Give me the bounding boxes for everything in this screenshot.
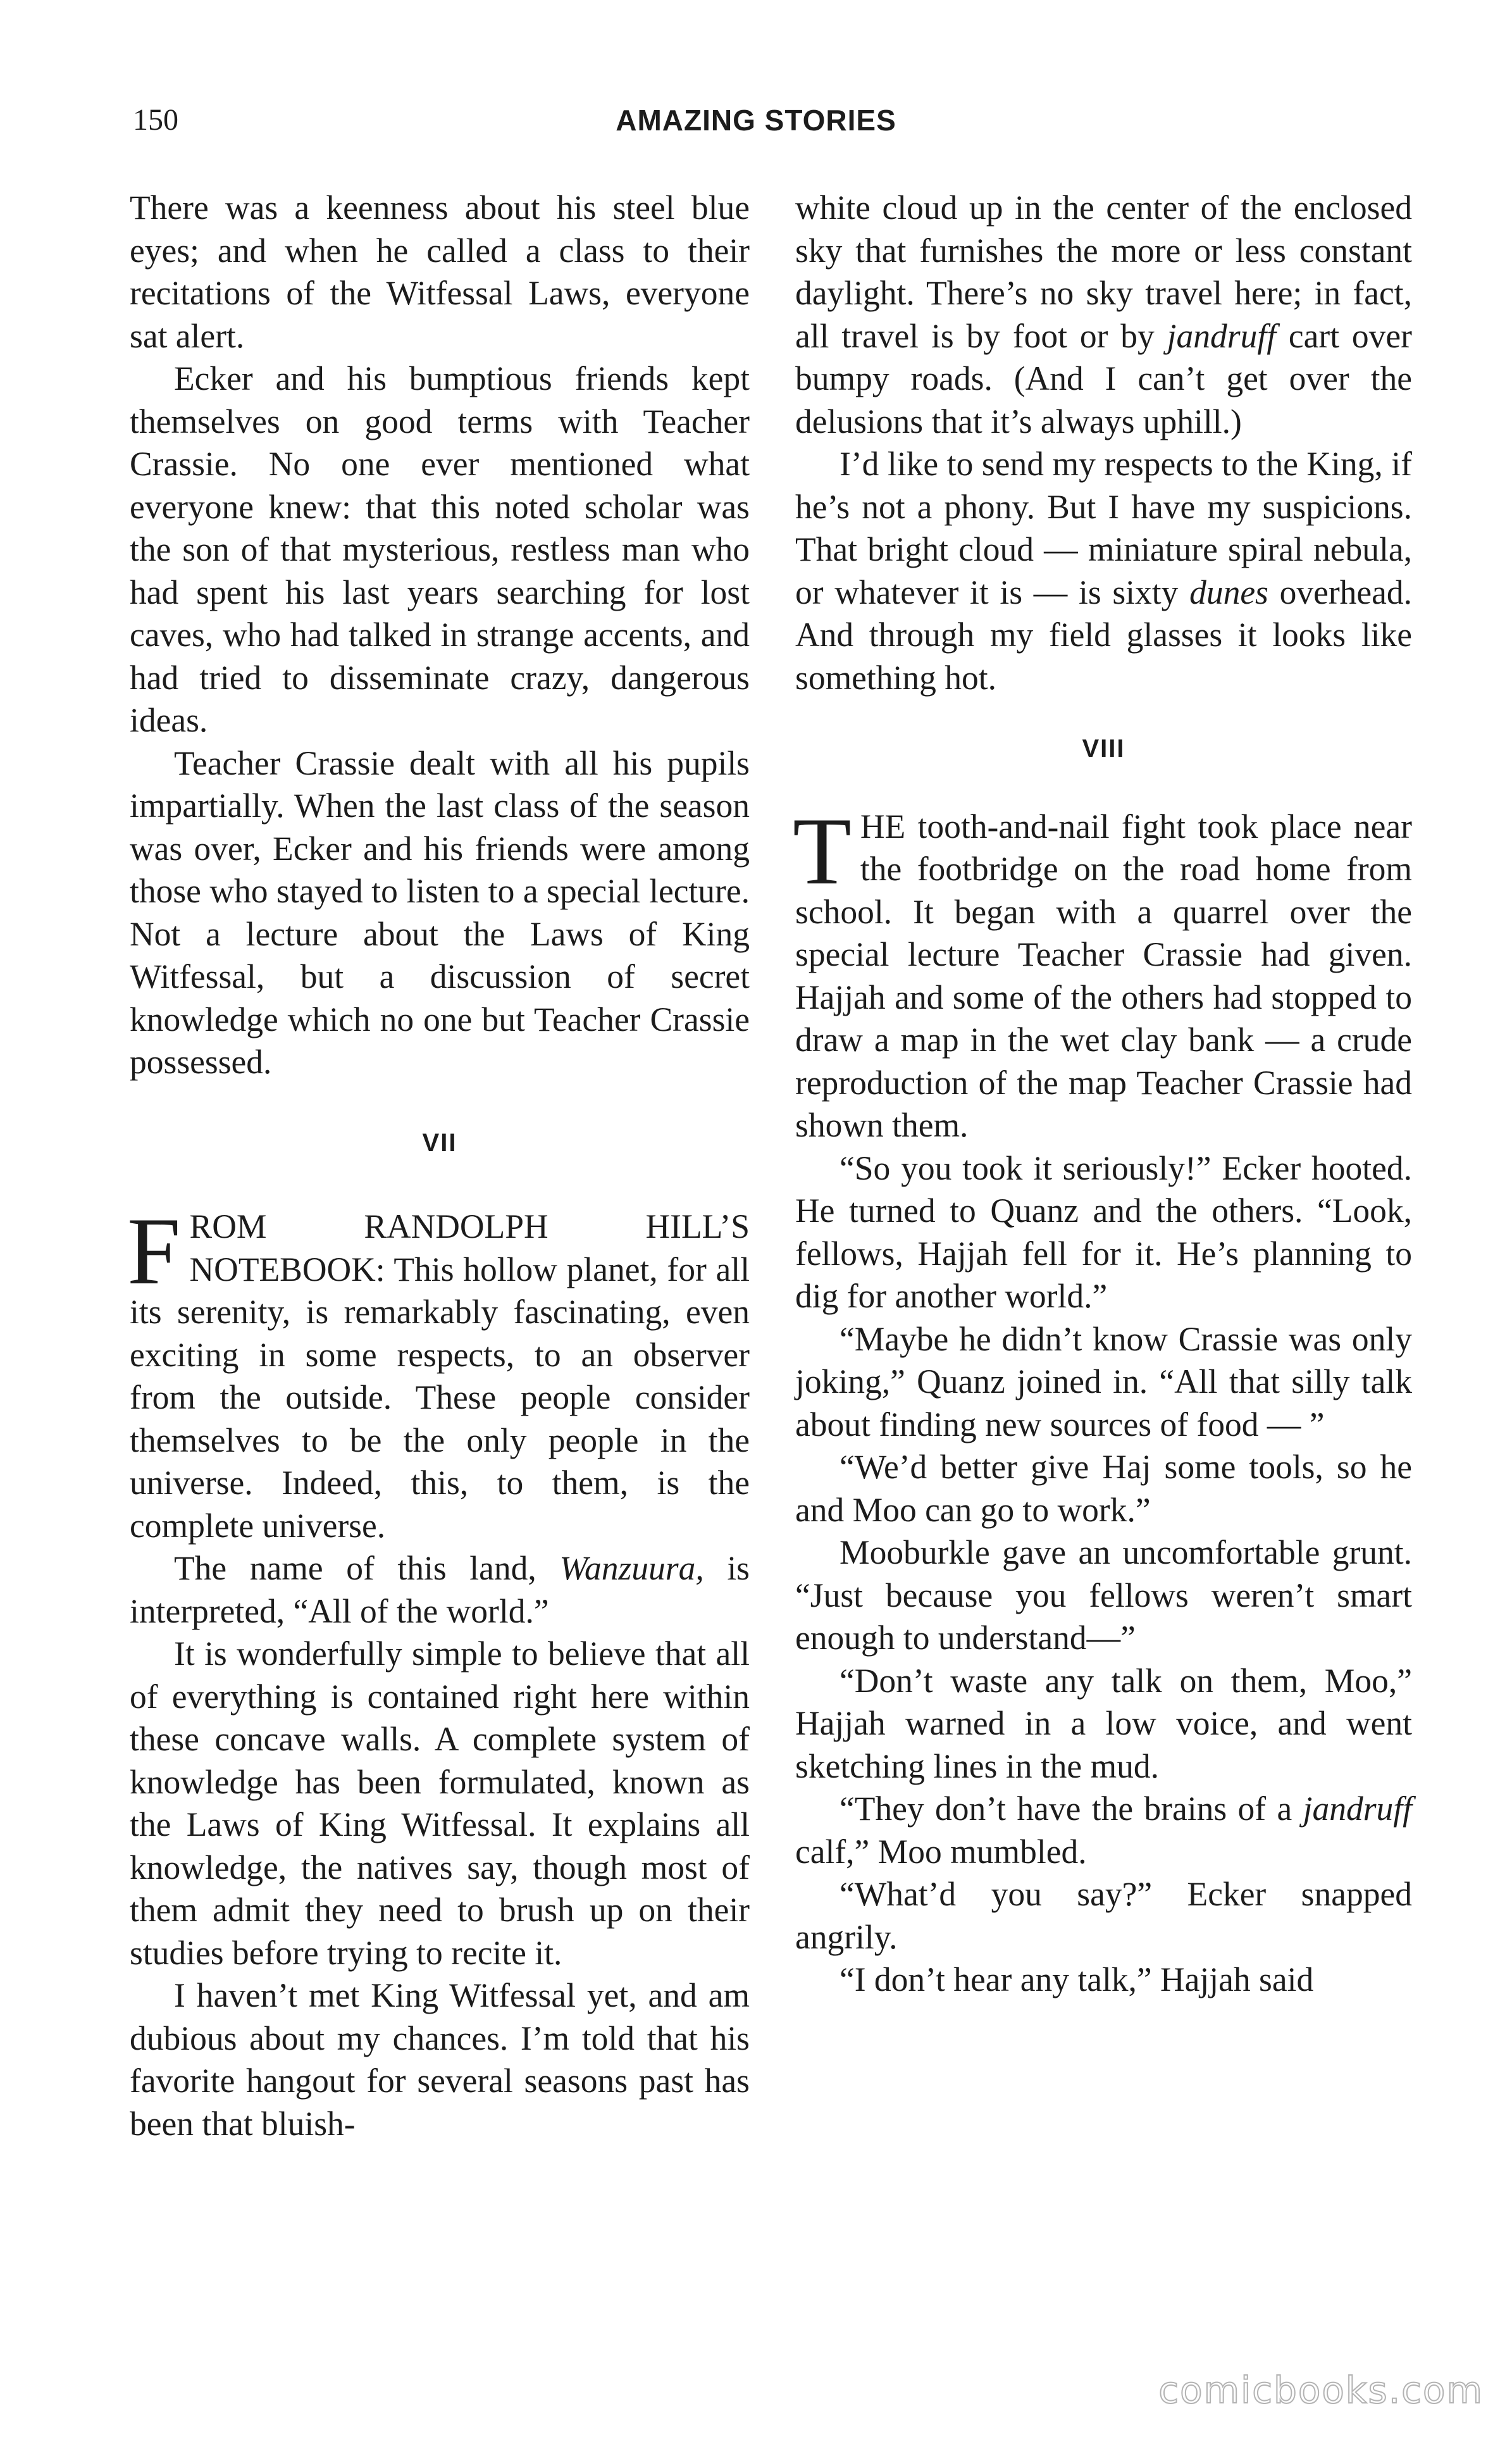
paragraph: I haven’t met King Witfessal yet, and am dubious about my chances. I’m told that his favorite hangout for several seasons past has been that bluish- [130,1976,750,2143]
paragraph: “What’d you say?” Ecker snapped angrily. [795,1875,1412,1956]
paragraph [795,1788,1412,1873]
paragraph: “Don’t waste any talk on them, Moo,” Hajjah warned in a low voice, and went sketching lines in the mud. [795,1661,1412,1785]
paragraph: “I don’t hear any talk,” Hajjah said [840,1960,1314,1998]
paragraph-text: ROM RANDOLPH HILL’S NOTEBOOK: This hollow planet, for all its serenity, is remarkably fascinating, even exciting in some respects, to an observer from the outside. These people consider themselves to be the only people in the universe. Indeed, this, to them, is the complete universe. [130,1207,750,1545]
paragraph [130,1547,750,1633]
paragraph-with-drop-cap [127,1198,750,1547]
drop-cap: F [127,1198,181,1304]
paragraph: “Maybe he didn’t know Crassie was only joking,” Quanz joined in. “All that silly talk about finding new sources of food — ” [795,1319,1412,1443]
italic-term: dunes [1189,573,1268,611]
section-heading-viii: VIII [1082,735,1125,763]
section-spacer [795,771,1412,806]
watermark: comicbooks.com [1158,2369,1484,2412]
section-spacer [130,1164,750,1206]
paragraph-text: overhead. And through my field glasses it looks like something hot. [795,573,1413,697]
paragraph-text: “They don’t have the brains of a [840,1790,1303,1828]
paragraph-text: white cloud up in the center of the enclosed sky that furnishes the more or less constant daylight. There’s no sky travel here; in fact, all travel is by foot or by [795,189,1412,355]
paragraph-text: The name of this land, [174,1549,560,1587]
section-spacer [130,1084,750,1122]
paragraph-text: HE tooth-and-nail fight took place near the footbridge on the road home from school. It began with a quarrel over the special lecture Teacher Crassie had given. Hajjah and some of the others had stopped to draw a map in the wet clay bank — a crude reproduction of the map Teacher Crassie had shown them. [795,807,1412,1144]
section-heading-vii: VII [422,1128,457,1157]
drop-cap: T [793,797,852,904]
paragraph-text: cart over bumpy roads. (And I can’t get over the delusions that it’s always uphill.) [795,316,1412,440]
paragraph [795,187,1412,443]
running-head: AMAZING STORIES [616,104,896,137]
italic-term: jandruff [1167,316,1277,355]
italic-term: jandruff [1303,1790,1412,1828]
paragraph: “We’d better give Haj some tools, so he and Moo can go to work.” [795,1448,1412,1529]
page-number: 150 [133,103,178,137]
paragraph: Mooburkle gave an uncomfortable grunt. “Just because you fellows weren’t smart enough to understand—” [795,1533,1412,1657]
paragraph-text: I’d like to send my respects to the King, if he’s not a phony. But I have my suspicions. That bright cloud — miniature spiral nebula, or whatever it is — is sixty [795,445,1412,611]
left-column [127,187,750,2145]
right-column [795,187,1412,2002]
italic-term: Wanzuura, [559,1549,704,1587]
paragraph: There was a keenness about his steel blue eyes; and when he called a class to their recitations of the Witfessal Laws, everyone sat alert. [130,189,750,355]
paragraph: Teacher Crassie dealt with all his pupils impartially. When the last class of the season was over, Ecker and his friends were among those who stayed to listen to a special lecture. Not a lecture about the Laws of King Witfessal, but a discussion of secret knowledge which no one but Teacher Crassie possessed. [130,744,750,1081]
paragraph: “So you took it seriously!” Ecker hooted. He turned to Quanz and the others. “Look, fellows, Hajjah fell for it. He’s planning to dig for another world.” [795,1149,1412,1315]
paragraph: It is wonderfully simple to believe that all of everything is contained right here within these concave walls. A complete system of knowledge has been formulated, known as the Laws of King Witfessal. It explains all knowledge, the natives say, though most of them admit they need to brush up on their studies before trying to recite it. [130,1635,750,1972]
paragraph [795,443,1412,699]
paragraph-text: calf,” Moo mumbled. [795,1832,1087,1871]
paragraph-text: is interpreted, “All of the world.” [130,1549,750,1630]
paragraph-with-drop-cap [793,797,1412,1147]
paragraph: Ecker and his bumptious friends kept themselves on good terms with Teacher Crassie. No one ever mentioned what everyone knew: that this noted scholar was the son of that mysterious, restless man who had spent his last years searching for lost caves, who had talked in strange accents, and had tried to disseminate crazy, dangerous ideas. [130,359,750,739]
section-spacer [795,699,1412,728]
